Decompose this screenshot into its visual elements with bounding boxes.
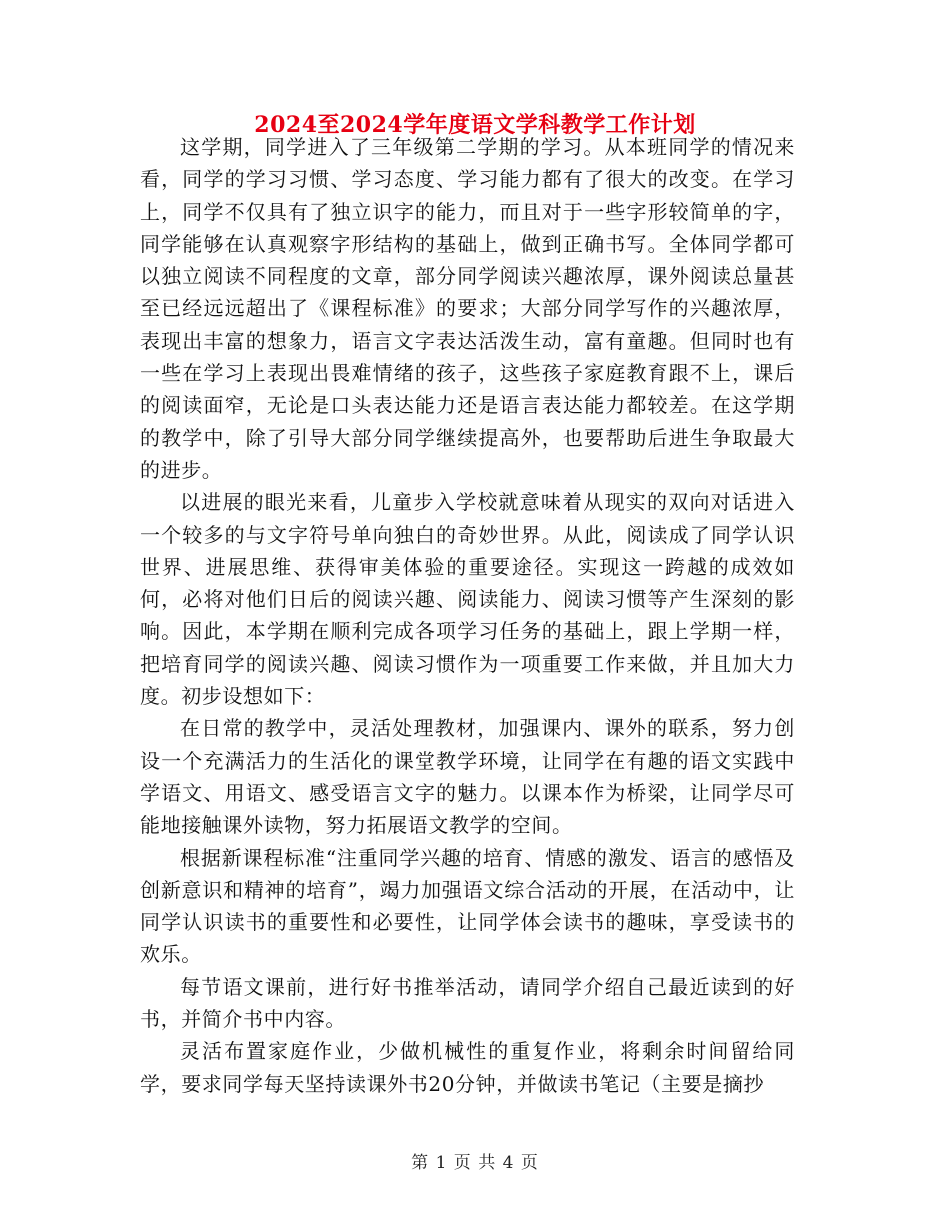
paragraph-3: 在日常的教学中，灵活处理教材，加强课内、课外的联系，努力创设一个充满活力的生活化的课堂教学环境，让同学在有趣的语文实践中学语文、用语文、感受语言文字的魅力。以课本作为桥梁，让同学尽可能地接触课外读物，努力拓展语文教学的空间。 <box>140 716 795 838</box>
document-body <box>140 131 795 1100</box>
paragraph-1: 这学期，同学进入了三年级第二学期的学习。从本班同学的情况来看，同学的学习习惯、学习态度、学习能力都有了很大的改变。在学习上，同学不仅具有了独立识字的能力，而且对于一些字形较简单的字，同学能够在认真观察字形结构的基础上，做到正确书写。全体同学都可以独立阅读不同程度的文章，部分同学阅读兴趣浓厚，课外阅读总量甚至已经远远超出了《课程标准》的要求；大部分同学写作的兴趣浓厚，表现出丰富的想象力，语言文字表达活泼生动，富有童趣。但同时也有一些在学习上表现出畏难情绪的孩子，这些孩子家庭教育跟不上，课后的阅读面窄，无论是口头表达能力还是语言表达能力都较差。在这学期的教学中，除了引导大部分同学继续提高外，也要帮助后进生争取最大的进步。 <box>140 135 795 482</box>
paragraph-5: 每节语文课前，进行好书推举活动，请同学介绍自己最近读到的好书，并简介书中内容。 <box>140 974 795 1032</box>
paragraph-6: 灵活布置家庭作业，少做机械性的重复作业，将剩余时间留给同学，要求同学每天坚持读课外书20分钟，并做读书笔记（主要是摘抄 <box>140 1039 795 1096</box>
page-number-footer: 第 1 页 共 4 页 <box>411 1153 539 1173</box>
paragraph-4: 根据新课程标准“注重同学兴趣的培育、情感的激发、语言的感悟及创新意识和精神的培育”，竭力加强语文综合活动的开展，在活动中，让同学认识读书的重要性和必要性，让同学体会读书的趣味，享受读书的欢乐。 <box>140 845 795 967</box>
paragraph-2: 以进展的眼光来看，儿童步入学校就意味着从现实的双向对话进入一个较多的与文字符号单向独白的奇妙世界。从此，阅读成了同学认识世界、进展思维、获得审美体验的重要途径。实现这一跨越的成效如何，必将对他们日后的阅读兴趣、阅读能力、阅读习惯等产生深刻的影响。因此，本学期在顺利完成各项学习任务的基础上，跟上学期一样，把培育同学的阅读兴趣、阅读习惯作为一项重要工作来做，并且加大力度。初步设想如下： <box>140 490 795 709</box>
document-title: 2024至2024学年度语文学科教学工作计划 <box>254 112 696 138</box>
